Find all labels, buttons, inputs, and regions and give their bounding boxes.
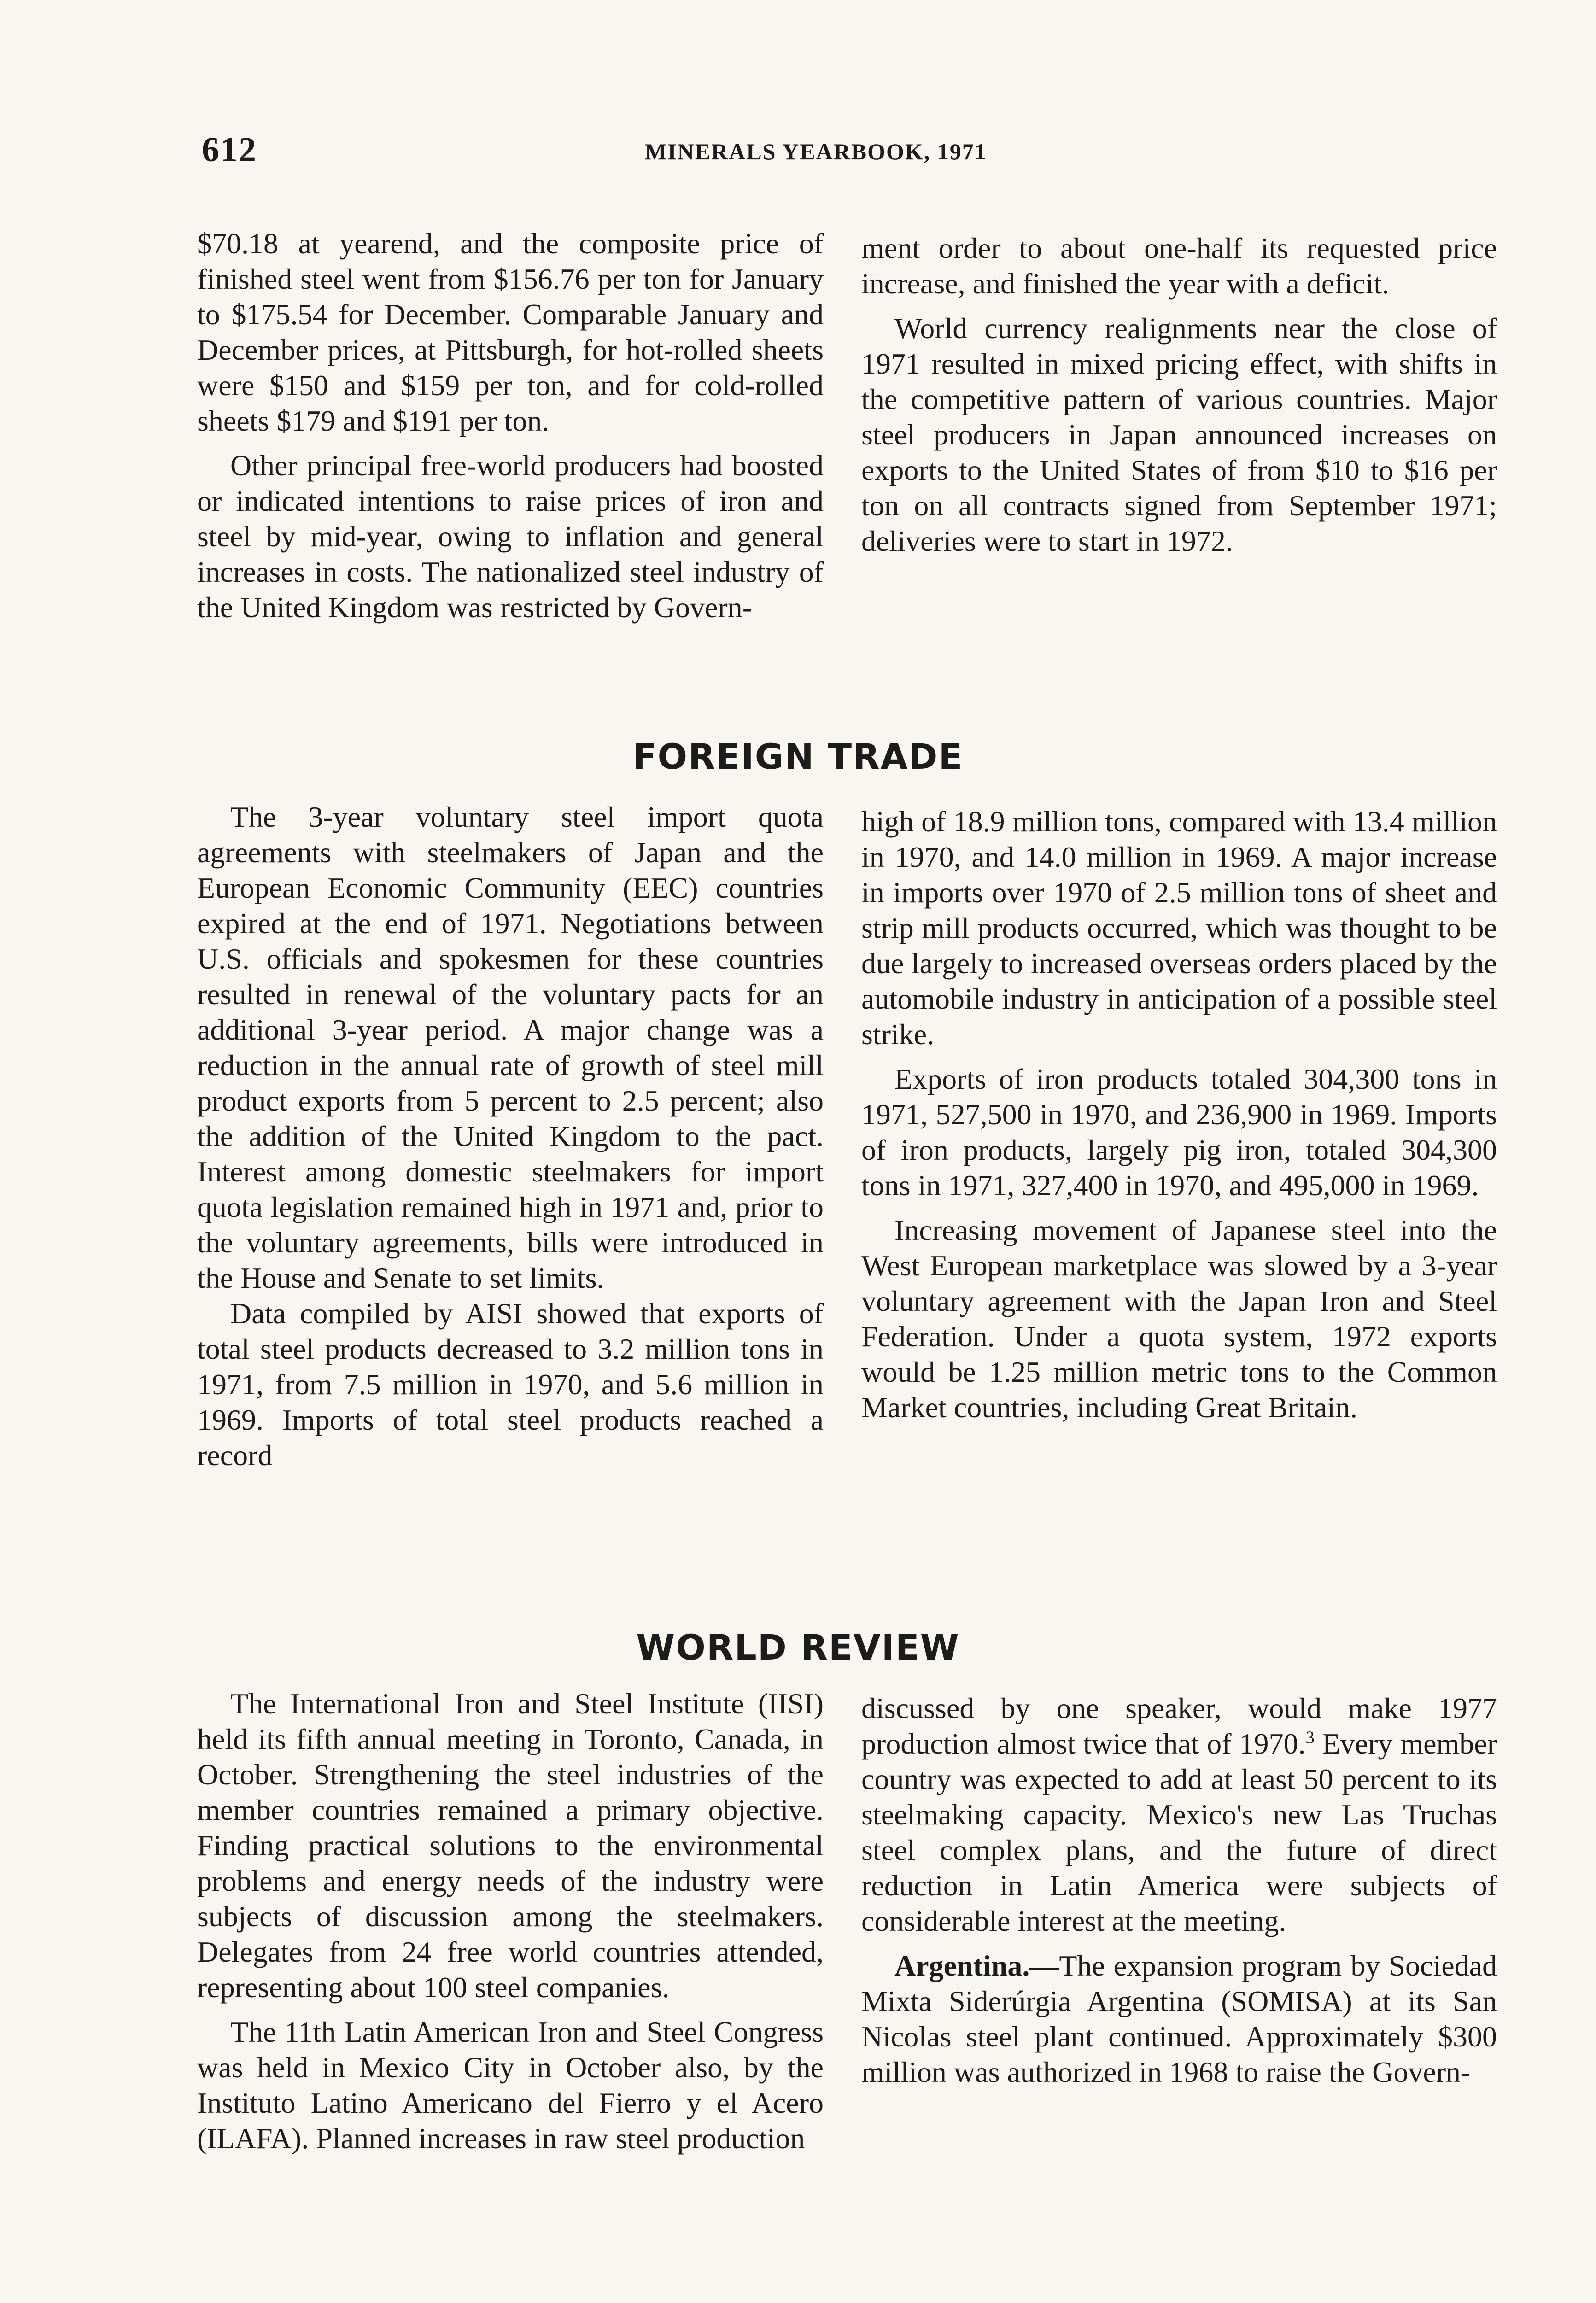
- paragraph: Data compiled by AISI showed that exports of total steel products decreased to 3.2 million tons in 1971, from 7.5 million in 1970, and 5.6 million in 1969. Imports of total steel products reached a record: [197, 1297, 824, 1472]
- paragraph: high of 18.9 million tons, compared with 13.4 million in 1970, and 14.0 million in 1969. A major increase in imports over 1970 of 2.5 million tons of sheet and strip mill products occurred, which was thought to be due largely to increased overseas orders placed by the automobile industry in anticipation of a possible steel strike.: [861, 805, 1497, 1051]
- world-review-left-column: [197, 1686, 824, 2156]
- paragraph-text: discussed by one speaker, would make 1977 production almost twice that of 1970.: [861, 1692, 1497, 1760]
- paragraph: The 3-year voluntary steel import quota agreements with steelmakers of Japan and the European Economic Community (EEC) countries expired at the end of 1971. Negotiations between U.S. officials and spokesmen for these countries resulted in renewal of the voluntary pacts for an additional 3-year period. A major change was a reduction in the annual rate of growth of steel mill product exports from 5 percent to 2.5 percent; also the addition of the United Kingdom to the pact. Interest among domestic steelmakers for import quota legislation remained high in 1971 and, prior to the voluntary agreements, bills were introduced in the House and Senate to set limits.: [197, 801, 824, 1294]
- paragraph: Increasing movement of Japanese steel into the West European marketplace was slowed by a 3-year voluntary agreement with the Japan Iron and Steel Federation. Under a quota system, 1972 exports would be 1.25 million metric tons to the Common Market countries, including Great Britain.: [861, 1214, 1497, 1424]
- section-heading-foreign-trade: FOREIGN TRADE: [632, 736, 964, 777]
- running-title: MINERALS YEARBOOK, 1971: [645, 139, 987, 164]
- paragraph-argentina: [861, 1948, 1497, 2090]
- country-label: Argentina.: [894, 1949, 1030, 1982]
- paragraph-text: —The expansion program by Sociedad Mixta Siderúrgia Argentina (SOMISA) at its San Nicolas steel plant continued. Approximately $300 million was authorized in 1968 to raise the Govern-: [861, 1949, 1497, 2088]
- intro-left-column: [197, 226, 824, 625]
- footnote-reference: 3: [1305, 1728, 1315, 1748]
- paragraph: [861, 1690, 1497, 1939]
- paragraph: Exports of iron products totaled 304,300 tons in 1971, 527,500 in 1970, and 236,900 in 1969. Imports of iron products, largely pig iron, totaled 304,300 tons in 1971, 327,400 in 1970, and 495,000 in 1969.: [861, 1063, 1497, 1202]
- world-review-right-column: [861, 1690, 1497, 2090]
- foreign-trade-left-column: [197, 799, 824, 1473]
- paragraph: $70.18 at yearend, and the composite price of finished steel went from $156.76 per ton for January to $175.54 for December. Comparable January and December prices, at Pittsburgh, for hot-rolled sheets were $150 and $159 per ton, and for cold-rolled sheets $179 and $191 per ton.: [197, 227, 824, 437]
- paragraph-text: Every member country was expected to add at least 50 percent to its steelmaking capacity. Mexico's new Las Truchas steel complex plans, and the future of direct reduction in Latin America were subjects of considerable interest at the meeting.: [861, 1727, 1497, 1937]
- page-number: 612: [202, 130, 257, 169]
- paragraph: The 11th Latin American Iron and Steel Congress was held in Mexico City in October also, by the Instituto Latino Americano del Fierro y el Acero (ILAFA). Planned increases in raw steel production: [197, 2016, 824, 2155]
- paragraph: The International Iron and Steel Institute (IISI) held its fifth annual meeting in Toronto, Canada, in October. Strengthening the steel industries of the member countries remained a primary objective. Finding practical solutions to the environmental problems and energy needs of the industry were subjects of discussion among the steelmakers. Delegates from 24 free world countries attended, representing about 100 steel companies.: [197, 1687, 824, 2004]
- paragraph: Other principal free-world producers had boosted or indicated intentions to raise prices of iron and steel by mid-year, owing to inflation and general increases in costs. The nationalized steel industry of the United Kingdom was restricted by Govern-: [197, 449, 824, 624]
- paragraph: ment order to about one-half its requested price increase, and finished the year with a deficit.: [861, 232, 1497, 300]
- intro-right-column: [861, 230, 1497, 559]
- paragraph: World currency realignments near the close of 1971 resulted in mixed pricing effect, with shifts in the competitive pattern of various countries. Major steel producers in Japan announced increases on exports to the United States of from $10 to $16 per ton on all contracts signed from September 1971; deliveries were to start in 1972.: [861, 312, 1497, 557]
- foreign-trade-right-column: [861, 804, 1497, 1425]
- section-heading-world-review: WORLD REVIEW: [636, 1627, 960, 1668]
